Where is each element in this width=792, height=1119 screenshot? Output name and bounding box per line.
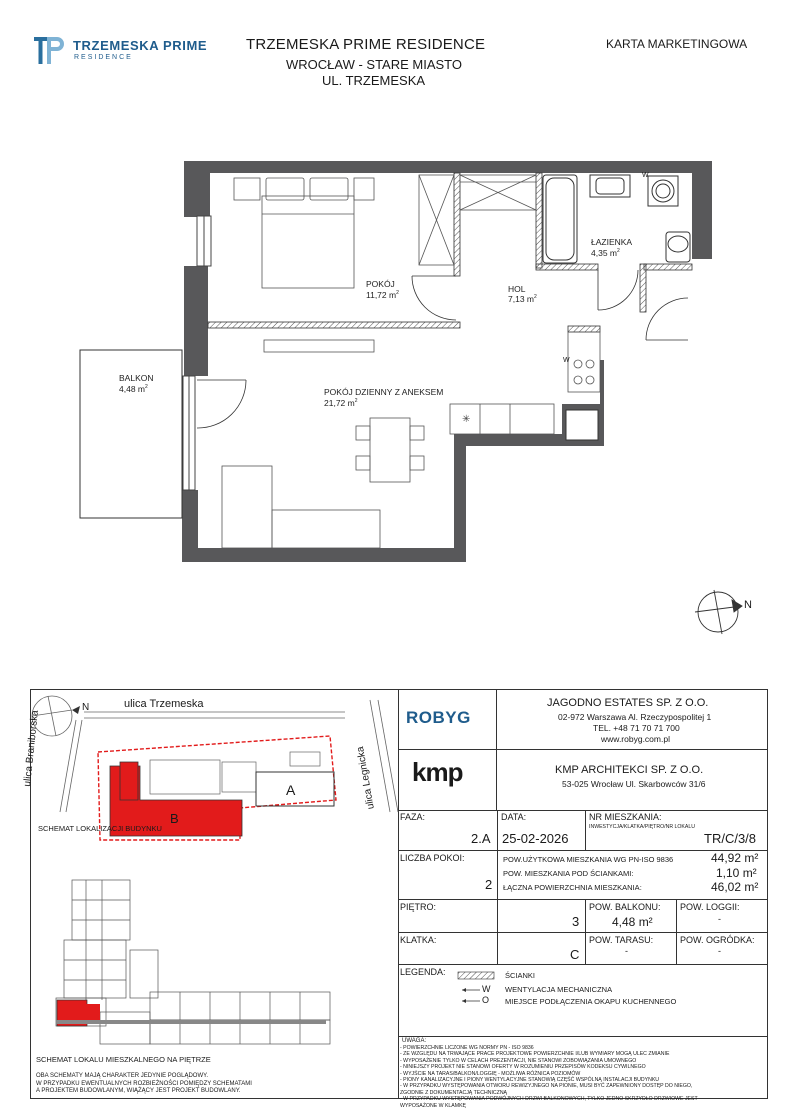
compass-n: N [744, 599, 752, 611]
legend-w-sym: W [482, 984, 491, 994]
compass-n-small: N [82, 702, 90, 713]
room-hol-label: HOL [508, 284, 526, 294]
page-street: UL. TRZEMESKA [322, 73, 426, 88]
street-right: ulica Legnicka [354, 745, 377, 810]
street-top: ulica Trzemeska [124, 698, 204, 710]
room-pokoj-area: 11,72 $m^2$ [366, 290, 399, 300]
brand-sub: RESIDENCE [74, 54, 133, 61]
legend-o-sym: O [482, 995, 490, 1005]
floor-caption: SCHEMAT LOKALU MIESZKALNEGO NA PIĘTRZE [36, 1055, 211, 1064]
klatka-label: KLATKA: [400, 935, 437, 945]
street-left: ulica Braniborska [22, 709, 41, 788]
nr-label: NR MIESZKANIA: [589, 812, 662, 822]
pl-label: ŁĄCZNA POWIERZCHNIA MIESZKANIA: [503, 883, 642, 892]
nr-sub: INWESTYCJA/KLATKA/PIĘTRO/NR LOKALU [589, 824, 695, 830]
company1-name: JAGODNO ESTATES SP. Z O.O. [547, 697, 709, 709]
klatka-value: C [570, 947, 580, 962]
robyg-logo: ROBYG [406, 708, 471, 727]
data-value: 25-02-2026 [502, 831, 569, 846]
vent-marker: W [642, 172, 649, 179]
room-living-label: POKÓJ DZIENNY Z ANEKSEM [324, 387, 444, 397]
taras-value: - [625, 946, 628, 956]
legend-w-text: WENTYLACJA MECHANICZNA [505, 985, 613, 994]
pokoje-label: LICZBA POKOI: [400, 853, 465, 863]
pietro-value: 3 [572, 914, 580, 929]
legend-walls-text: ŚCIANKI [505, 971, 536, 980]
pl-value: 46,02 m² [711, 880, 759, 894]
nr-value: TR/C/3/8 [704, 831, 757, 846]
taras-label: POW. TARASU: [589, 935, 654, 945]
company1-address: 02-972 Warszawa Al. Rzeczypospolitej 1 [558, 712, 712, 722]
company1-phone: TEL. +48 71 70 71 700 [593, 723, 680, 733]
legend-o-text: MIEJSCE PODŁĄCZENIA OKAPU KUCHENNEGO [505, 997, 677, 1006]
company1-web: www.robyg.com.pl [601, 734, 670, 744]
room-balkon-area: 4,48 $m^2$ [119, 384, 148, 394]
pokoje-value: 2 [485, 877, 493, 892]
legenda-label: LEGENDA: [400, 967, 446, 977]
pu-value: 44,92 m² [711, 851, 759, 865]
uwaga-label: UWAGA: [402, 1038, 427, 1044]
vent-marker-kitchen: W [563, 357, 570, 364]
building-a: A [286, 782, 296, 798]
room-lazienka-label: ŁAZIENKA [591, 237, 633, 247]
pietro-label: PIĘTRO: [400, 902, 437, 912]
doc-type: KARTA MARKETINGOWA [606, 37, 748, 51]
company2-address: 53-025 Wrocław Ul. Skarbowców 31/6 [562, 779, 706, 789]
building-b: B [170, 811, 179, 826]
faza-value: 2.A [471, 831, 491, 846]
data-label: DATA: [501, 812, 527, 822]
page-title: TRZEMESKA PRIME RESIDENCE [246, 36, 486, 53]
disclaimer: OBA SCHEMATY MAJĄ CHARAKTER JEDYNIE POGLĄDOWY. W PRZYPADKU EWENTUALNYCH ROZBIEŻNOŚCI POMIĘDZY SCHEMATAMI A PROJEKTEM BUDOWLANYM, WIĄŻĄCY JEST PROJEKT BUDOWLANY. [36, 1073, 252, 1094]
ps-label: POW. MIESZKANIA POD ŚCIANKAMI: [503, 869, 634, 878]
balkon-label: POW. BALKONU: [589, 902, 661, 912]
company2-name: KMP ARCHITEKCI SP. Z O.O. [555, 764, 704, 776]
loggia-value: - [718, 914, 721, 924]
faza-label: FAZA: [400, 812, 426, 822]
ps-value: 1,10 m² [716, 866, 757, 880]
room-pokoj-label: POKÓJ [366, 279, 395, 289]
location-caption: SCHEMAT LOKALIZACJI BUDYNKU [38, 824, 162, 833]
svg-text:✳: ✳ [462, 414, 471, 425]
kmp-logo: kmp [412, 757, 463, 787]
room-living-area: 21,72 $m^2$ [324, 398, 358, 408]
uwaga-list: - POWIERZCHNIE LICZONE WG NORMY PN - ISO 9836 - ZE WZGLĘDU NA TRWAJĄCE PRACE PROJEKTOWE POWIERZCHNIE I/LUB WYMIARY MOGĄ ULEC ZMIANIE - WYPOSAŻENIE TYLKO W CELACH PREZENTACJI, NIE STANOWI ZOBOWIĄZANIA UMOWNEGO - NINIEJSZY PROJEKT NIE STANOWI OFERTY W ROZUMIENIU PRZEPISÓW KODEKSU CYWILNEGO - WYJŚCIE NA TARAS/BALKON/LOGGIĘ - MOŻLIWA RÓŻNICA POZIOMÓW - PIONY KANALIZACYJNE I PIONY WENTYLACYJNE STANOWIĄ CZĘŚĆ WSPÓLNĄ INSTALACJI BUDYNKU - W PRZYPADKU WYSTĘPOWANIA OTWORU REWIZYJNEGO NA PIONIE, MUSI BYĆ ZAPEWNIONY DOSTĘP DO NIEGO, ZGODNIE Z DOKUMENTACJĄ TECHNICZNĄ - W PRZYPADKU WYSTĘPOWANIA PODWÓJNYCH DRZWI BALKONOWYCH, TYLKO JEDNO SKRZYDŁO DRZWIOWE JEST WYPOSAŻONE W KLAMKĘ [400, 1045, 698, 1109]
pu-label: POW.UŻYTKOWA MIESZKANIA WG PN-ISO 9836 [503, 855, 674, 864]
brand-name: TRZEMESKA PRIME [73, 38, 208, 53]
ogrodek-value: - [718, 946, 721, 956]
page-city: WROCŁAW - STARE MIASTO [286, 57, 462, 72]
balkon-value: 4,48 m² [612, 915, 653, 929]
loggia-label: POW. LOGGII: [680, 902, 740, 912]
ogrodek-label: POW. OGRÓDKA: [680, 935, 755, 945]
room-lazienka-area: 4,35 $m^2$ [591, 248, 620, 258]
room-hol-area: 7,13 $m^2$ [508, 294, 537, 304]
room-balkon-label: BALKON [119, 373, 154, 383]
